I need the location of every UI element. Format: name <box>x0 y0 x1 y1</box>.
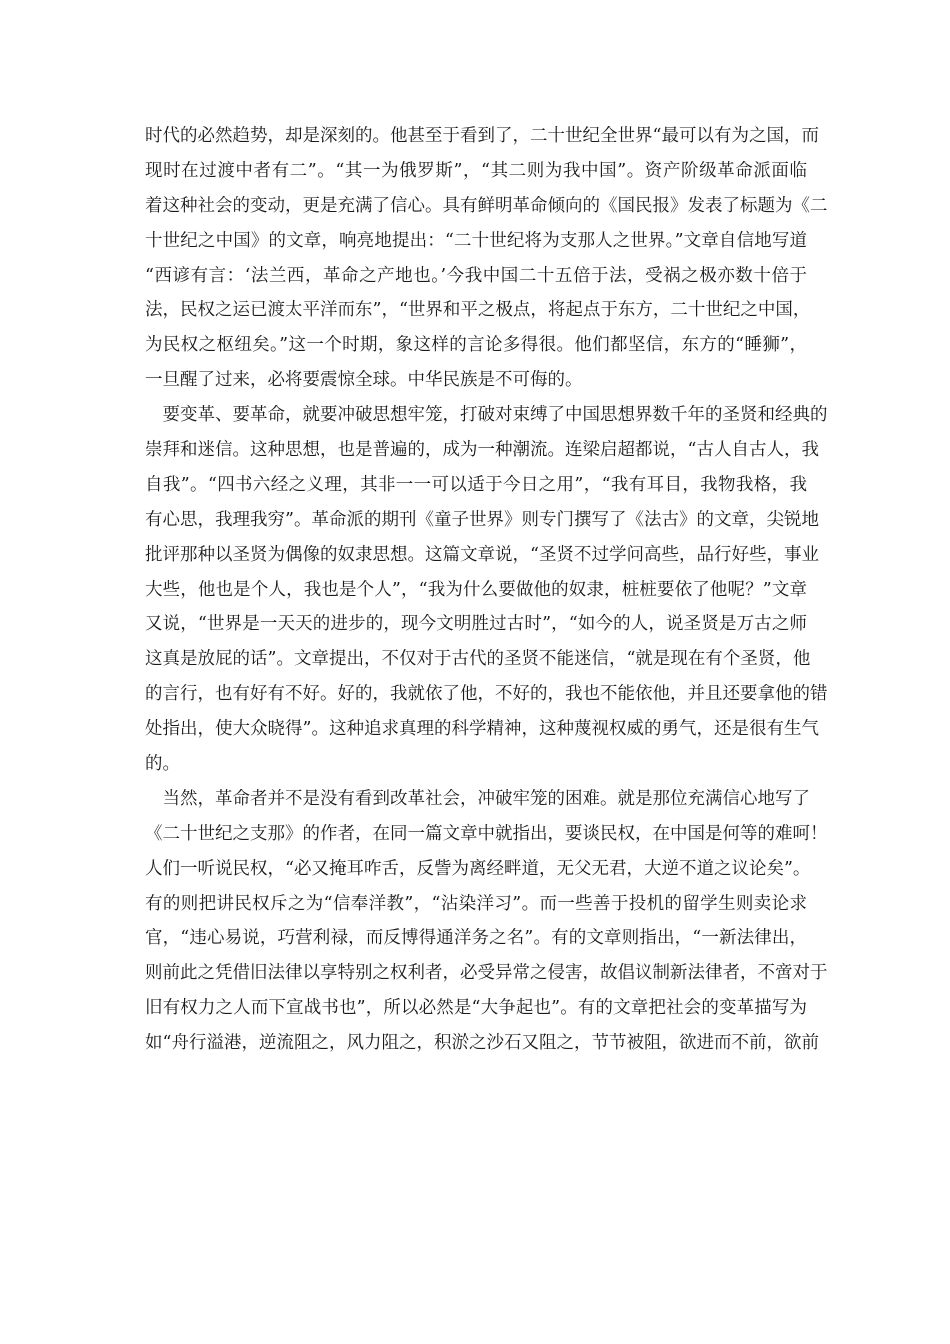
text-line: 《二十世纪之支那》的作者，在同一篇文章中就指出，要谈民权，在中国是何等的难呵！ <box>145 823 828 844</box>
text-line: 现时在过渡中者有二”。“其一为俄罗斯”，“其二则为我中国”。资产阶级革命派面临 <box>145 160 807 181</box>
text-line: 的言行，也有好有不好。好的，我就依了他，不好的，我也不能依他，并且还要拿他的错 <box>145 684 828 705</box>
text-line: 一旦醒了过来，必将要震惊全球。中华民族是不可侮的。 <box>145 370 583 391</box>
text-line: 要变革、要革命，就要冲破思想牢笼，打破对束缚了中国思想界数千年的圣贤和经典的 <box>145 405 828 426</box>
text-line: 又说，“世界是一天天的进步的，现今文明胜过古时”，“如今的人，说圣贤是万古之师 <box>145 614 807 635</box>
text-line: 人们一听说民权，“必又掩耳咋舌，反訾为离经畔道，无父无君，大逆不道之议论矣”。 <box>145 858 811 879</box>
text-line: 当然，革命者并不是没有看到改革社会，冲破牢笼的困难。就是那位充满信心地写了 <box>145 788 810 809</box>
text-line: 这真是放屁的话”。文章提出，不仅对于古代的圣贤不能迷信，“就是现在有个圣贤，他 <box>145 649 811 670</box>
text-line: 旧有权力之人而下宣战书也”，所以必然是“大争起也”。有的文章把社会的变革描写为 <box>145 998 807 1019</box>
text-line: 为民权之枢纽矣。”这一个时期，象这样的言论多得很。他们都坚信，东方的“睡狮”， <box>145 335 807 356</box>
text-line: 如“舟行溢港，逆流阻之，风力阻之，积淤之沙石又阻之，节节被阻，欲进而不前，欲前 <box>145 1033 819 1054</box>
paragraph <box>145 398 828 782</box>
text-line: 则前此之凭借旧法律以享特别之权利者，必受异常之侵害，故倡议制新法律者，不啻对于 <box>145 963 828 984</box>
text-line: 处指出，使大众晓得”。这种追求真理的科学精神，这种蔑视权威的勇气，还是很有生气 <box>145 719 819 740</box>
paragraph <box>145 119 828 398</box>
text-line: “西谚有言：‘法兰西，革命之产地也。’今我中国二十五倍于法，受祸之极亦数十倍于 <box>145 265 807 286</box>
text-line: 官，“违心易说，巧营利禄，而反博得通洋务之名”。有的文章则指出，“一新法律出， <box>145 928 807 949</box>
text-line: 十世纪之中国》的文章，响亮地提出：“二十世纪将为支那人之世界。”文章自信地写道 <box>145 230 807 251</box>
text-line: 时代的必然趋势，却是深刻的。他甚至于看到了，二十世纪全世界“最可以有为之国，而 <box>145 126 819 146</box>
text-line: 崇拜和迷信。这种思想，也是普遍的，成为一种潮流。连梁启超都说，“古人自古人，我 <box>145 440 819 461</box>
text-line: 大些，他也是个人，我也是个人”，“我为什么要做他的奴隶，桩桩要依了他呢？”文章 <box>145 579 807 600</box>
text-line: 法，民权之运已渡太平洋而东”，“世界和平之极点，将起点于东方，二十世纪之中国， <box>145 300 811 321</box>
document-page <box>145 119 828 1061</box>
text-line: 批评那种以圣贤为偶像的奴隶思想。这篇文章说，“圣贤不过学问高些，品行好些，事业 <box>145 544 819 565</box>
text-line: 自我”。“四书六经之义理，其非一一可以适于今日之用”，“我有耳目，我物我格，我 <box>145 474 807 495</box>
paragraph <box>145 782 828 1061</box>
text-line: 有心思，我理我穷”。革命派的期刊《童子世界》则专门撰写了《法古》的文章，尖锐地 <box>145 509 819 530</box>
text-line: 着这种社会的变动，更是充满了信心。具有鲜明革命倾向的《国民报》发表了标题为《二 <box>145 195 828 216</box>
text-line: 的。 <box>145 754 180 775</box>
text-line: 有的则把讲民权斥之为“信奉洋教”，“沾染洋习”。而一些善于投机的留学生则卖论求 <box>145 893 807 914</box>
